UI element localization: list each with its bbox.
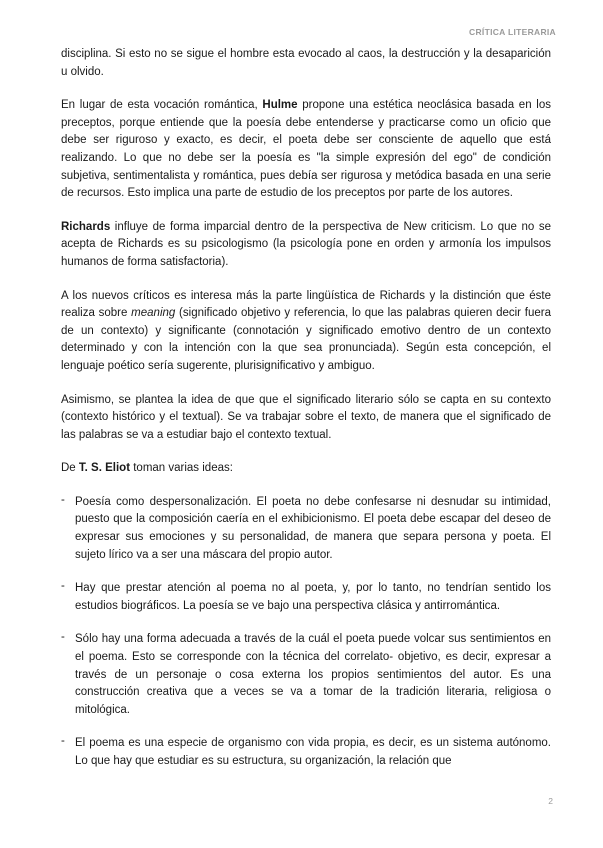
list-item: - Hay que prestar atención al poema no al poeta, y, por lo tanto, no tendrían sentido los estudios biográficos. La poesía se ve bajo una perspectiva clásica y antirromántica. (61, 580, 551, 612)
paragraph-3: Richards influye de forma imparcial dentro de la perspectiva de New criticism. Lo que no se acepta de Richards es su psicologismo (la psicología pone en orden y armonía los impulsos humanos de forma satisfactoria). (61, 220, 551, 268)
dash-bullet: - (61, 580, 65, 593)
dash-bullet: - (61, 493, 65, 506)
paragraph-6: De T. S. Eliot toman varias ideas: (61, 462, 233, 475)
author-name-richards: Richards (61, 220, 111, 233)
running-head: CRÍTICA LITERARIA (469, 27, 556, 37)
paragraph-2: En lugar de esta vocación romántica, Hulme propone una estética neoclásica basada en los preceptos, porque entiende que la poesía debe entenderse y practicarse como un oficio que debe ser riguroso y exacto, es decir, el poeta debe ser consciente de aquello que está realizando. Lo que no debe ser la poesía es "la simple expresión del ego" de condición subjetiva, sentimentalista y romántica, pues debía ser rigurosa y metódica basada en una serie de recursos. Esto implica una parte de estudio de los preceptos por parte de los autores. (61, 99, 551, 200)
list-item: - Sólo hay una forma adecuada a través de la cuál el poeta puede volcar sus sentimientos en el poema. Esto se corresponde con la técnica del correlato- objetivo, es decir, expresar a través de un personaje o cosa externa los propios sentimientos del autor. Es una construcción creativa que a veces se va a tomar de la tradición literaria, religiosa o mitológica. (61, 631, 551, 716)
dash-bullet: - (61, 631, 65, 644)
page-number: 2 (548, 796, 553, 806)
author-name-eliot: T. S. Eliot (78, 462, 131, 475)
term-meaning: meaning (131, 307, 176, 320)
paragraph-5: Asimismo, se plantea la idea de que que el significado literario sólo se capta en su contexto (contexto histórico y el textual). Se va trabajar sobre el texto, de manera que el significado de las palabras se va a estudiar bajo el contexto textual. (61, 393, 551, 441)
body-text (61, 46, 551, 787)
dash-bullet: - (61, 735, 65, 748)
paragraph-4: A los nuevos críticos es interesa más la parte lingüística de Richards y la distinción que éste realiza sobre meaning (significado objetivo y referencia, lo que las palabras quieren decir fuera de un contexto) y significante (connotación y significado emotivo dentro de un contexto determinado y con la intención con la que sea pronunciada). Según esta concepción, el lenguaje poético sería sugerente, plurisignificativo y ambiguo. (61, 289, 551, 372)
list-item: - El poema es una especie de organismo con vida propia, es decir, es un sistema autónomo. Lo que hay que estudiar es su estructura, su organización, la relación que (61, 735, 551, 767)
paragraph-1: disciplina. Si esto no se sigue el hombre esta evocado al caos, la destrucción y la desaparición u olvido. (61, 48, 551, 78)
author-name-hulme: Hulme (262, 99, 298, 112)
list-item: - Poesía como despersonalización. El poeta no debe confesarse ni desnudar su intimidad, puesto que la composición caería en el exhibicionismo. El poeta debe escapar del deseo de expresar sus emociones y su personalidad, de manera que separa persona y poeta. El sujeto lírico va a ser una máscara del propio autor. (61, 493, 551, 561)
